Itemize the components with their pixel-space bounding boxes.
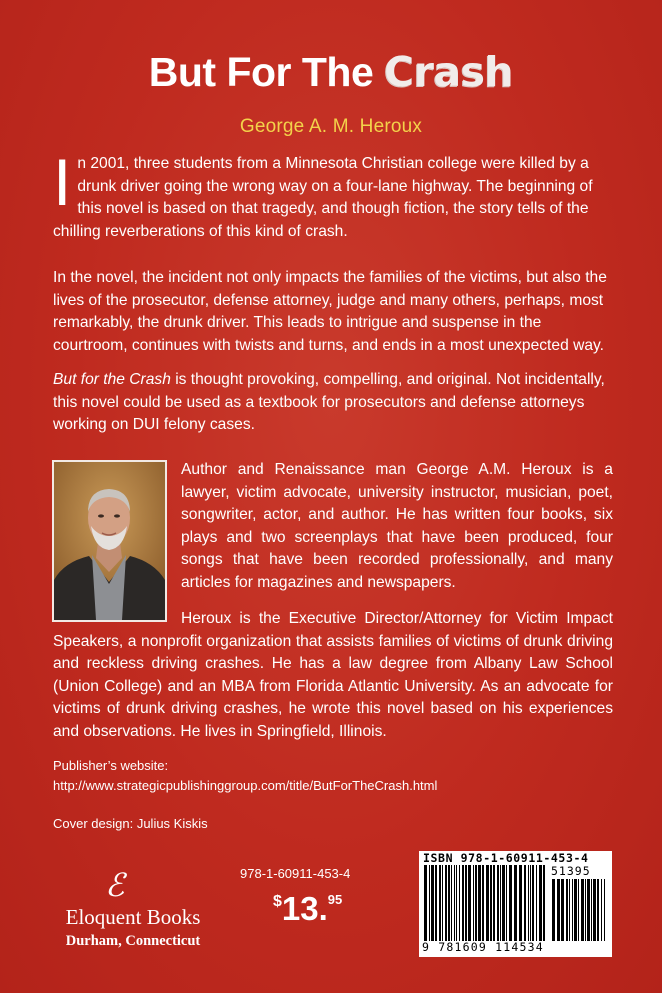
synopsis-paragraph-1-text: n 2001, three students from a Minnesota Christian college were killed by a drunk driver going the wrong way on a four-lane highway. The beginning of this novel is based on that tragedy, and though fiction, the story tells of the chilling reverberations of this kind of crash. bbox=[53, 155, 593, 240]
author-photo bbox=[52, 460, 167, 622]
author-bio-paragraph-2: Heroux is the Executive Director/Attorney for Victim Impact Speakers, a nonprofit organization that assists families of victims of drunk driving and reckless driving crashes. He has a law degree from Albany Law School (Union College) and an MBA from Florida Atlantic University. As an advocate for victims of drunk driving crashes, he wrote this novel based on his experiences and observations. He lives in Springfield, Illinois. bbox=[53, 610, 613, 740]
barcode-digits: 9 781609 114534 bbox=[422, 940, 544, 954]
barcode-bars-icon bbox=[423, 865, 547, 941]
price bbox=[273, 890, 342, 928]
isbn-number: 978-1-60911-453-4 bbox=[240, 866, 351, 881]
cover-design-credit: Cover design: Julius Kiskis bbox=[53, 816, 208, 831]
title-part-main: But For The bbox=[148, 49, 385, 95]
book-title-italic: But for the Crash bbox=[53, 371, 171, 388]
synopsis-paragraph-3 bbox=[53, 369, 613, 437]
author-bio-paragraph-1: Author and Renaissance man George A.M. Heroux is a lawyer, victim advocate, university instructor, musician, poet, songwriter, actor, and author. He has written four books, six plays and two screenplays that have been produced, four songs that have been recorded professionally, and many articles for magazines and newspapers. bbox=[181, 461, 613, 591]
publisher-city: Durham, Connecticut bbox=[65, 933, 201, 949]
synopsis-paragraph-3-text: is thought provoking, compelling, and original. Not incidentally, this novel could be used as a textbook for prosecutors and defense attorneys working on DUI felony cases. bbox=[53, 371, 605, 433]
price-whole: 13. bbox=[281, 890, 328, 927]
barcode-addon-bars-icon bbox=[551, 879, 607, 941]
price-cents: 95 bbox=[327, 892, 343, 907]
title-part-crash: Crash bbox=[384, 48, 514, 96]
barcode bbox=[419, 851, 612, 957]
author-name: George A. M. Heroux bbox=[239, 116, 423, 137]
price-currency: $ bbox=[273, 893, 282, 910]
publisher-website-url[interactable]: http://www.strategicpublishinggroup.com/title/ButForTheCrash.html bbox=[53, 778, 438, 793]
publisher-website bbox=[53, 756, 613, 796]
book-title bbox=[0, 48, 662, 96]
publisher-logo-icon: ℰ bbox=[105, 866, 125, 904]
synopsis-paragraph-1 bbox=[53, 145, 613, 243]
publisher-website-label: Publisher’s website: bbox=[53, 758, 169, 773]
synopsis-paragraph-2: In the novel, the incident not only impacts the families of the victims, but also the lives of the prosecutor, defense attorney, judge and many others, perhaps, most remarkably, the drunk driver. This leads to intrigue and suspense in the courtroom, continues with twists and turns, and ends in a most unexpected way. bbox=[53, 269, 607, 354]
drop-cap: I bbox=[53, 145, 72, 219]
publisher-name: Eloquent Books bbox=[65, 905, 201, 929]
barcode-isbn-label: ISBN 978-1-60911-453-4 bbox=[423, 851, 589, 865]
barcode-price-code: 51395 bbox=[551, 864, 591, 878]
